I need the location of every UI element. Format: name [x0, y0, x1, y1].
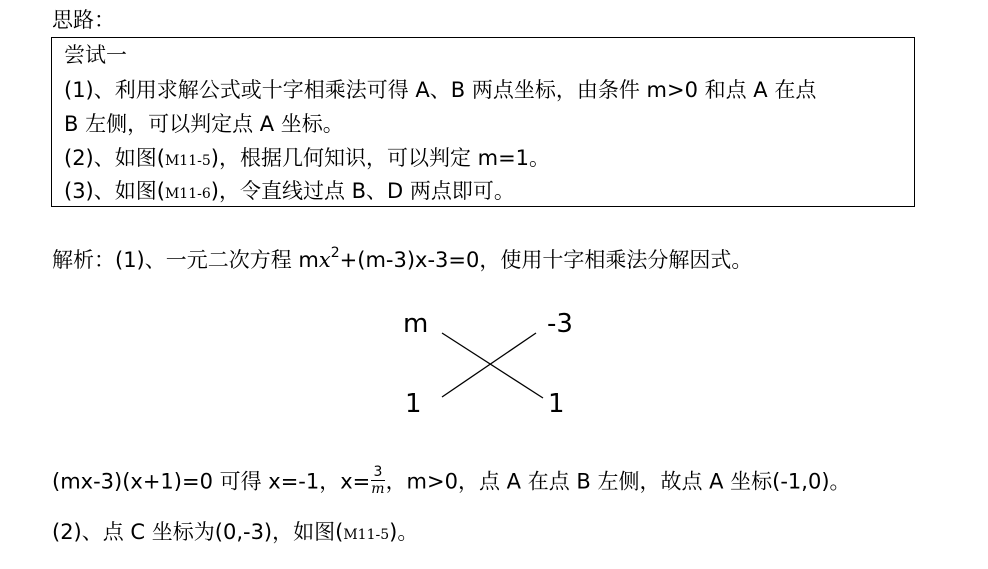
point-c-line: [52, 518, 418, 549]
figure-ref: M11-5: [164, 153, 211, 169]
point-c-text-before: (2)、点 C 坐标为(0,-3)，如图(: [52, 520, 344, 544]
cross-line-down: [442, 333, 543, 398]
cross-bottom-left: 1: [405, 389, 422, 419]
math-exponent: 2: [330, 245, 340, 261]
idea-step-3-text-before: (3)、如图(: [64, 179, 165, 203]
result-text-after: ，m>0，点 A 在点 B 左侧，故点 A 坐标(-1,0)。: [385, 469, 851, 494]
idea-step-1-line-1: (1)、利用求解公式或十字相乘法可得 A、B 两点坐标，由条件 m>0 和点 A 在点: [64, 78, 817, 102]
idea-step-2-text-before: (2)、如图(: [64, 146, 165, 170]
figure-ref: M11-6: [164, 186, 211, 202]
cross-top-left: m: [403, 309, 429, 339]
result-text-before: (mx-3)(x+1)=0 可得 x=-1，x=: [52, 469, 371, 494]
cross-bottom-right: 1: [548, 389, 565, 419]
analysis-text-before: 解析：(1)、一元二次方程 m: [52, 248, 319, 272]
fraction-denominator: m: [371, 481, 385, 497]
idea-step-2-text-after: )，根据几何知识，可以判定 m=1。: [210, 146, 551, 170]
analysis-text-after: +(m-3)x-3=0，使用十字相乘法分解因式。: [339, 248, 753, 272]
figure-ref: M11-5: [343, 527, 390, 543]
cross-top-right: -3: [547, 309, 573, 339]
idea-step-3-text-after: )，令直线过点 B、D 两点即可。: [210, 179, 515, 203]
point-c-text-after: )。: [389, 520, 419, 544]
idea-box-title: 尝试一: [64, 43, 127, 67]
idea-step-1-line-2: B 左侧，可以判定点 A 坐标。: [64, 112, 344, 136]
heading: 思路：: [52, 8, 115, 32]
math-variable-x: x: [318, 248, 331, 272]
fraction-numerator: 3: [371, 464, 384, 481]
fraction: [371, 464, 384, 497]
result-line: [52, 466, 851, 499]
